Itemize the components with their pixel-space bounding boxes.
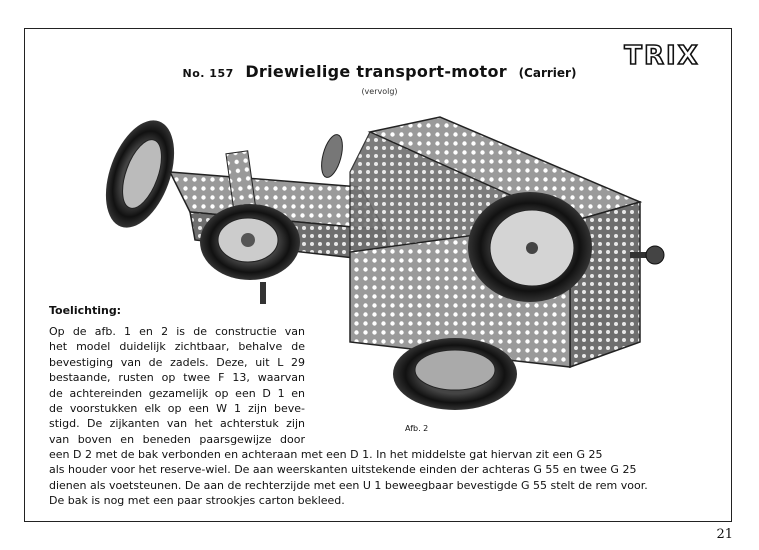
steering-wheel: [318, 132, 347, 179]
model-title: Driewielige transport-motor: [245, 62, 507, 81]
text-line: De bak is nog met een paar strookjes carton bekleed.: [49, 494, 345, 508]
page-number: 21: [716, 527, 733, 542]
text-line: de achtereinden gezamelijk op een D 1 en: [49, 386, 305, 400]
explanation-continued: [49, 447, 699, 509]
page-title: [0, 62, 759, 81]
model-number: No. 157: [182, 67, 234, 80]
middle-wheel: [200, 204, 300, 280]
text-line: de voorstukken elk op een W 1 zijn beve-: [49, 402, 305, 416]
text-line: Op de afb. 1 en 2 is de constructie van: [49, 325, 305, 338]
text-line: van boven en beneden paarsgewijze door: [49, 432, 305, 446]
svg-text:TRIX: TRIX: [624, 41, 700, 69]
text-line: een D 2 met de bak verbonden en achteraan met een D 1. In het middelste gat hiervan zit een G 25: [49, 448, 603, 461]
explanation-column: [49, 324, 305, 447]
continued-note: (vervolg): [361, 87, 398, 96]
model-subtitle: (Carrier): [518, 66, 577, 80]
text-line: als houder voor het reserve-wiel. De aan weerskanten uitstekende einden der achteras G 55 en twee G 25: [49, 463, 637, 477]
text-line: stigd. De zijkanten van het achterstuk zijn: [49, 417, 305, 431]
text-line: bevestiging van de zadels. Deze, uit L 29: [49, 355, 305, 369]
text-line: bestaande, rusten op twee F 13, waarvan: [49, 371, 305, 385]
explanation-heading: Toelichting:: [49, 304, 122, 317]
rear-wheel: [393, 338, 517, 410]
text-line: het model duidelijk zichtbaar, behalve de: [49, 340, 305, 354]
figure-caption: Afb. 2: [405, 424, 429, 433]
spare-wheel: [468, 192, 592, 302]
text-line: dienen als voetsteunen. De aan de rechterzijde met een U 1 beweegbaar bevestigde G 55 stelt de rem voor.: [49, 478, 648, 492]
